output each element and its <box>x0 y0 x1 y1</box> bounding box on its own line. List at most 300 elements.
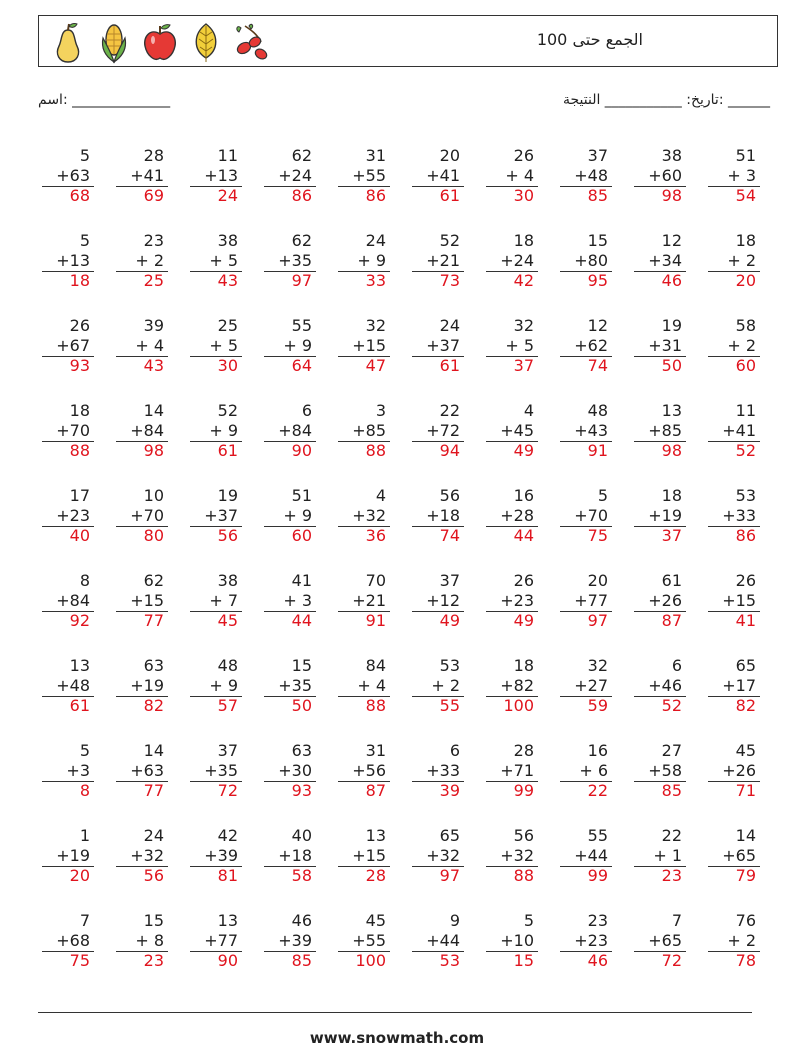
worksheet-title: الجمع حتى 100 <box>536 30 643 49</box>
addend-top: 38 <box>217 231 238 250</box>
answer: 43 <box>217 271 238 290</box>
sum-line <box>560 696 612 697</box>
addend-top: 18 <box>513 656 534 675</box>
addend-top: 13 <box>217 911 238 930</box>
addend-top: 13 <box>365 826 386 845</box>
sum-line <box>634 951 686 952</box>
addition-problem <box>270 656 312 716</box>
addend-top: 14 <box>735 826 756 845</box>
addend-bottom: +70 <box>56 421 90 440</box>
addition-problem <box>48 316 90 376</box>
addend-top: 11 <box>735 401 756 420</box>
addition-problem <box>566 656 608 716</box>
addend-top: 48 <box>587 401 608 420</box>
addend-bottom: + 2 <box>135 251 164 270</box>
addend-bottom: +13 <box>204 166 238 185</box>
addend-top: 12 <box>587 316 608 335</box>
sum-line <box>412 611 464 612</box>
answer: 68 <box>69 186 90 205</box>
sum-line <box>634 271 686 272</box>
sum-line <box>560 781 612 782</box>
addend-top: 55 <box>291 316 312 335</box>
sum-line <box>560 356 612 357</box>
sum-line <box>486 951 538 952</box>
addend-top: 3 <box>375 401 386 420</box>
addend-bottom: +41 <box>130 166 164 185</box>
sum-line <box>634 186 686 187</box>
addend-top: 61 <box>661 571 682 590</box>
sum-line <box>42 781 94 782</box>
addition-problem <box>270 316 312 376</box>
addend-bottom: +10 <box>500 931 534 950</box>
answer: 53 <box>439 951 460 970</box>
sum-line <box>634 611 686 612</box>
addend-top: 40 <box>291 826 312 845</box>
answer: 77 <box>143 781 164 800</box>
addend-bottom: +23 <box>500 591 534 610</box>
addend-top: 15 <box>291 656 312 675</box>
sum-line <box>264 526 316 527</box>
addend-bottom: +32 <box>426 846 460 865</box>
sum-line <box>412 271 464 272</box>
addend-bottom: + 9 <box>283 336 312 355</box>
addition-problem <box>344 316 386 376</box>
addend-bottom: + 2 <box>727 931 756 950</box>
answer: 56 <box>217 526 238 545</box>
addition-problem <box>566 401 608 461</box>
addend-bottom: +15 <box>352 846 386 865</box>
addend-top: 28 <box>513 741 534 760</box>
addend-bottom: + 6 <box>579 761 608 780</box>
addition-problem <box>48 826 90 886</box>
answer: 30 <box>217 356 238 375</box>
addend-bottom: +85 <box>352 421 386 440</box>
addend-bottom: +85 <box>648 421 682 440</box>
sum-line <box>412 186 464 187</box>
addend-top: 18 <box>735 231 756 250</box>
addition-problem <box>344 571 386 631</box>
addition-problem <box>196 316 238 376</box>
addend-top: 16 <box>513 486 534 505</box>
addend-top: 16 <box>587 741 608 760</box>
leaf-icon <box>185 20 227 64</box>
addend-top: 39 <box>143 316 164 335</box>
addend-top: 5 <box>523 911 534 930</box>
addition-problem <box>714 826 756 886</box>
addition-problem <box>566 741 608 801</box>
pear-icon <box>47 20 89 64</box>
addend-bottom: +32 <box>130 846 164 865</box>
addend-top: 76 <box>735 911 756 930</box>
addition-problem <box>122 571 164 631</box>
sum-line <box>338 611 390 612</box>
sum-line <box>708 441 760 442</box>
addend-bottom: +41 <box>426 166 460 185</box>
sum-line <box>116 441 168 442</box>
addend-top: 55 <box>587 826 608 845</box>
addition-problem <box>492 231 534 291</box>
answer: 90 <box>291 441 312 460</box>
addend-bottom: +70 <box>130 506 164 525</box>
sum-line <box>486 441 538 442</box>
answer: 78 <box>735 951 756 970</box>
answer: 79 <box>735 866 756 885</box>
addend-top: 15 <box>587 231 608 250</box>
answer: 25 <box>143 271 164 290</box>
addend-bottom: +28 <box>500 506 534 525</box>
answer: 75 <box>587 526 608 545</box>
addend-bottom: +63 <box>130 761 164 780</box>
addend-top: 45 <box>735 741 756 760</box>
answer: 72 <box>661 951 682 970</box>
answer: 88 <box>513 866 534 885</box>
addition-problem <box>418 316 460 376</box>
addend-bottom: +34 <box>648 251 682 270</box>
sum-line <box>412 696 464 697</box>
addend-bottom: + 3 <box>283 591 312 610</box>
sum-line <box>338 356 390 357</box>
sum-line <box>486 356 538 357</box>
answer: 41 <box>735 611 756 630</box>
sum-line <box>560 441 612 442</box>
addition-problem <box>122 316 164 376</box>
addition-problem <box>640 231 682 291</box>
addend-bottom: + 8 <box>135 931 164 950</box>
problem-row <box>38 656 778 741</box>
sum-line <box>190 186 242 187</box>
answer: 88 <box>365 696 386 715</box>
addition-problem <box>566 911 608 971</box>
answer: 44 <box>513 526 534 545</box>
problem-row <box>38 231 778 316</box>
sum-line <box>560 526 612 527</box>
addend-bottom: +31 <box>648 336 682 355</box>
addition-problem <box>492 401 534 461</box>
sum-line <box>190 611 242 612</box>
addend-top: 62 <box>291 146 312 165</box>
sum-line <box>42 696 94 697</box>
answer: 33 <box>365 271 386 290</box>
addend-top: 32 <box>587 656 608 675</box>
addend-bottom: +13 <box>56 251 90 270</box>
sum-line <box>42 951 94 952</box>
addend-top: 5 <box>79 231 90 250</box>
sum-line <box>264 356 316 357</box>
sum-line <box>264 781 316 782</box>
addend-bottom: +62 <box>574 336 608 355</box>
addend-top: 25 <box>217 316 238 335</box>
addition-problem <box>640 486 682 546</box>
addend-top: 19 <box>661 316 682 335</box>
addend-top: 31 <box>365 741 386 760</box>
addition-problem <box>196 486 238 546</box>
addition-problem <box>196 231 238 291</box>
addition-problem <box>418 146 460 206</box>
addend-bottom: +67 <box>56 336 90 355</box>
addend-bottom: +82 <box>500 676 534 695</box>
addition-problem <box>640 401 682 461</box>
addition-problem <box>196 571 238 631</box>
addend-top: 63 <box>143 656 164 675</box>
addend-bottom: +35 <box>278 251 312 270</box>
answer: 85 <box>291 951 312 970</box>
answer: 87 <box>365 781 386 800</box>
addend-top: 62 <box>143 571 164 590</box>
addend-bottom: + 4 <box>135 336 164 355</box>
answer: 28 <box>365 866 386 885</box>
addition-problem <box>492 146 534 206</box>
sum-line <box>190 441 242 442</box>
addend-bottom: + 5 <box>505 336 534 355</box>
sum-line <box>560 186 612 187</box>
addend-bottom: +21 <box>426 251 460 270</box>
sum-line <box>708 696 760 697</box>
answer: 80 <box>143 526 164 545</box>
addend-top: 6 <box>671 656 682 675</box>
answer: 23 <box>143 951 164 970</box>
addition-problem <box>566 146 608 206</box>
addend-bottom: +44 <box>574 846 608 865</box>
addend-bottom: +30 <box>278 761 312 780</box>
addition-problem <box>492 656 534 716</box>
addend-bottom: +77 <box>204 931 238 950</box>
sum-line <box>486 186 538 187</box>
sum-line <box>190 781 242 782</box>
addition-problem <box>270 146 312 206</box>
addend-top: 46 <box>291 911 312 930</box>
sum-line <box>412 441 464 442</box>
addend-bottom: +84 <box>278 421 312 440</box>
addition-problem <box>122 401 164 461</box>
sum-line <box>190 696 242 697</box>
addend-top: 18 <box>513 231 534 250</box>
answer: 15 <box>513 951 534 970</box>
addition-problem <box>714 231 756 291</box>
addition-problem <box>196 656 238 716</box>
answer: 91 <box>365 611 386 630</box>
addend-top: 20 <box>587 571 608 590</box>
addend-top: 4 <box>375 486 386 505</box>
addition-problem <box>196 146 238 206</box>
worksheet-header <box>38 15 778 67</box>
sum-line <box>486 696 538 697</box>
sum-line <box>412 866 464 867</box>
addend-bottom: +17 <box>722 676 756 695</box>
addend-top: 7 <box>671 911 682 930</box>
addition-problem <box>640 316 682 376</box>
addend-top: 11 <box>217 146 238 165</box>
addition-problem <box>640 146 682 206</box>
answer: 94 <box>439 441 460 460</box>
answer: 97 <box>291 271 312 290</box>
addition-problem <box>196 826 238 886</box>
addend-bottom: +33 <box>722 506 756 525</box>
answer: 42 <box>513 271 534 290</box>
addition-problem <box>196 401 238 461</box>
addend-bottom: +33 <box>426 761 460 780</box>
sum-line <box>116 951 168 952</box>
addend-top: 17 <box>69 486 90 505</box>
answer: 82 <box>143 696 164 715</box>
sum-line <box>634 781 686 782</box>
addition-problem <box>714 486 756 546</box>
addition-problem <box>640 911 682 971</box>
answer: 71 <box>735 781 756 800</box>
addend-bottom: +24 <box>500 251 534 270</box>
sum-line <box>412 951 464 952</box>
addend-bottom: +12 <box>426 591 460 610</box>
sum-line <box>634 356 686 357</box>
addend-bottom: +19 <box>648 506 682 525</box>
addend-top: 23 <box>143 231 164 250</box>
addend-top: 31 <box>365 146 386 165</box>
addend-bottom: +3 <box>66 761 90 780</box>
sum-line <box>708 186 760 187</box>
addend-top: 22 <box>439 401 460 420</box>
addend-bottom: +55 <box>352 931 386 950</box>
sum-line <box>560 271 612 272</box>
addition-problem <box>122 146 164 206</box>
addend-top: 52 <box>439 231 460 250</box>
addition-problem <box>48 656 90 716</box>
answer: 98 <box>661 186 682 205</box>
addend-top: 18 <box>661 486 682 505</box>
sum-line <box>634 866 686 867</box>
addend-top: 13 <box>69 656 90 675</box>
addend-bottom: +80 <box>574 251 608 270</box>
addition-problem <box>418 741 460 801</box>
sum-line <box>264 611 316 612</box>
addend-bottom: +48 <box>574 166 608 185</box>
addend-bottom: +35 <box>204 761 238 780</box>
addition-problem <box>640 826 682 886</box>
addend-bottom: +27 <box>574 676 608 695</box>
addition-problem <box>640 656 682 716</box>
addition-problem <box>270 231 312 291</box>
addend-top: 6 <box>449 741 460 760</box>
sum-line <box>338 951 390 952</box>
sum-line <box>264 441 316 442</box>
addition-problem <box>492 316 534 376</box>
sum-line <box>42 526 94 527</box>
answer: 61 <box>439 186 460 205</box>
addend-bottom: +58 <box>648 761 682 780</box>
addend-top: 7 <box>79 911 90 930</box>
answer: 55 <box>439 696 460 715</box>
addition-problem <box>418 231 460 291</box>
addend-top: 51 <box>291 486 312 505</box>
sum-line <box>486 866 538 867</box>
sum-line <box>486 781 538 782</box>
addition-problem <box>48 486 90 546</box>
addition-problem <box>270 911 312 971</box>
addend-top: 65 <box>735 656 756 675</box>
answer: 50 <box>661 356 682 375</box>
answer: 49 <box>513 611 534 630</box>
sum-line <box>708 951 760 952</box>
sum-line <box>190 951 242 952</box>
addition-problem <box>48 231 90 291</box>
addend-bottom: +45 <box>500 421 534 440</box>
addition-problem <box>714 656 756 716</box>
addend-bottom: +63 <box>56 166 90 185</box>
sum-line <box>708 781 760 782</box>
sum-line <box>338 441 390 442</box>
addend-bottom: +48 <box>56 676 90 695</box>
answer: 49 <box>439 611 460 630</box>
answer: 24 <box>217 186 238 205</box>
addend-top: 63 <box>291 741 312 760</box>
answer: 98 <box>661 441 682 460</box>
sum-line <box>42 271 94 272</box>
sum-line <box>116 866 168 867</box>
answer: 61 <box>217 441 238 460</box>
addition-problem <box>566 486 608 546</box>
addend-bottom: +19 <box>56 846 90 865</box>
answer: 30 <box>513 186 534 205</box>
addend-top: 37 <box>587 146 608 165</box>
answer: 60 <box>735 356 756 375</box>
addend-bottom: +23 <box>56 506 90 525</box>
addition-problem <box>566 571 608 631</box>
sum-line <box>708 866 760 867</box>
rosehip-icon <box>231 20 273 64</box>
answer: 59 <box>587 696 608 715</box>
addition-problem <box>418 826 460 886</box>
addend-bottom: +56 <box>352 761 386 780</box>
addition-problem <box>122 486 164 546</box>
addition-problem <box>566 826 608 886</box>
answer: 39 <box>439 781 460 800</box>
addend-bottom: +60 <box>648 166 682 185</box>
sum-line <box>338 866 390 867</box>
addend-bottom: +68 <box>56 931 90 950</box>
addend-top: 6 <box>301 401 312 420</box>
addend-bottom: + 9 <box>209 676 238 695</box>
addition-problem <box>48 571 90 631</box>
addition-problem <box>714 741 756 801</box>
sum-line <box>634 441 686 442</box>
addend-top: 84 <box>365 656 386 675</box>
addition-problem <box>492 486 534 546</box>
addend-top: 32 <box>513 316 534 335</box>
problem-row <box>38 741 778 826</box>
addend-bottom: +21 <box>352 591 386 610</box>
answer: 98 <box>143 441 164 460</box>
answer: 52 <box>735 441 756 460</box>
answer: 52 <box>661 696 682 715</box>
addend-top: 20 <box>439 146 460 165</box>
addend-bottom: +15 <box>130 591 164 610</box>
answer: 88 <box>69 441 90 460</box>
answer: 57 <box>217 696 238 715</box>
sum-line <box>412 526 464 527</box>
sum-line <box>560 611 612 612</box>
addend-top: 24 <box>365 231 386 250</box>
addend-bottom: +41 <box>722 421 756 440</box>
addition-problem <box>566 316 608 376</box>
answer: 74 <box>439 526 460 545</box>
sum-line <box>116 271 168 272</box>
addend-bottom: + 9 <box>283 506 312 525</box>
sum-line <box>116 186 168 187</box>
addend-bottom: + 5 <box>209 251 238 270</box>
sum-line <box>486 611 538 612</box>
sum-line <box>190 866 242 867</box>
sum-line <box>116 696 168 697</box>
sum-line <box>708 356 760 357</box>
addition-problem <box>714 571 756 631</box>
